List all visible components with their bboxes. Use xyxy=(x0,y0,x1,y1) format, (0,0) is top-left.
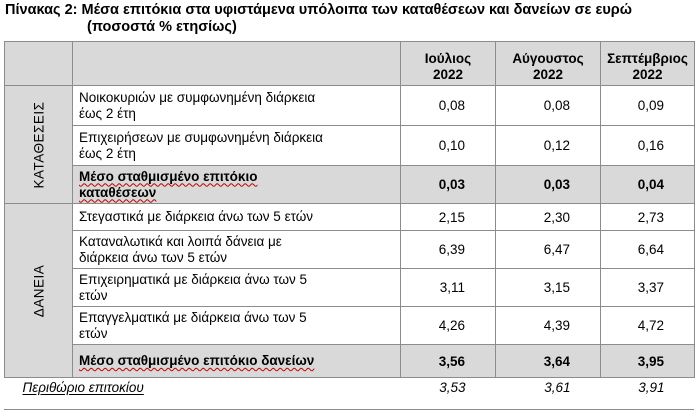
margin-value: 3,53 xyxy=(439,380,466,395)
cell-value: 0,16 xyxy=(601,126,695,166)
header-col-2: Αύγουστος 2022 xyxy=(496,42,601,86)
table-row xyxy=(5,307,695,345)
cell-value: 6,64 xyxy=(601,231,695,269)
cell-value: 6,39 xyxy=(401,231,496,269)
title-line-2: (ποσοστά % ετησίως) xyxy=(87,19,237,35)
interest-rates-table xyxy=(4,41,695,397)
table-row xyxy=(5,204,695,231)
table-row xyxy=(5,86,695,126)
loans-average-row xyxy=(5,345,695,378)
margin-label: Περιθώριο επιτοκίου xyxy=(22,380,144,395)
margin-value: 3,61 xyxy=(544,380,571,395)
cell-value: 2,15 xyxy=(401,204,496,231)
title-line-1: Πίνακας 2: Μέσα επιτόκια στα υφιστάμενα υπόλοιπα των καταθέσεων και δανείων σε ευρώ xyxy=(5,2,633,18)
row-label: Νοικοκυριών με συμφωνημένη διάρκεια έως 2 έτη xyxy=(73,86,401,126)
cell-value: 4,72 xyxy=(601,307,695,345)
cell-value: 2,73 xyxy=(601,204,695,231)
header-blank-1 xyxy=(5,42,73,86)
cell-value: 6,47 xyxy=(496,231,601,269)
cell-value: 0,08 xyxy=(401,86,496,126)
cell-value: 3,95 xyxy=(601,345,695,378)
deposits-group-label: ΚΑΤΑΘΕΣΕΙΣ xyxy=(5,86,73,204)
margin-value: 3,91 xyxy=(638,380,665,395)
cell-value: 0,10 xyxy=(401,126,496,166)
margin-row xyxy=(5,378,695,398)
cell-value: 3,56 xyxy=(401,345,496,378)
header-blank-2 xyxy=(73,42,401,86)
cell-value: 0,12 xyxy=(496,126,601,166)
header-row xyxy=(5,42,695,86)
cell-value: 0,08 xyxy=(496,86,601,126)
cell-value: 3,11 xyxy=(401,269,496,307)
header-col-1: Ιούλιος 2022 xyxy=(401,42,496,86)
cell-value: 3,37 xyxy=(601,269,695,307)
cell-value: 0,03 xyxy=(401,166,496,204)
loans-group-label: ΔΑΝΕΙΑ xyxy=(5,204,73,378)
row-label: Επαγγελματικά με διάρκεια άνω των 5 ετών xyxy=(73,307,401,345)
cell-value: 3,64 xyxy=(496,345,601,378)
row-label: Μέσο σταθμισμένο επιτόκιο δανείων xyxy=(73,345,401,378)
cell-value: 2,30 xyxy=(496,204,601,231)
table-row xyxy=(5,269,695,307)
bottom-rule xyxy=(4,409,694,410)
row-label: Στεγαστικά με διάρκεια άνω των 5 ετών xyxy=(73,204,401,231)
cell-value: 0,03 xyxy=(496,166,601,204)
table-title xyxy=(5,2,695,36)
cell-value: 4,26 xyxy=(401,307,496,345)
row-label: Επιχειρήσεων με συμφωνημένη διάρκεια έως 2 έτη xyxy=(73,126,401,166)
cell-value: 4,39 xyxy=(496,307,601,345)
deposits-average-row xyxy=(5,166,695,204)
table-row xyxy=(5,231,695,269)
cell-value: 0,04 xyxy=(601,166,695,204)
row-label: Επιχειρηματικά με διάρκεια άνω των 5 ετών xyxy=(73,269,401,307)
cell-value: 3,15 xyxy=(496,269,601,307)
cell-value: 0,09 xyxy=(601,86,695,126)
header-col-3: Σεπτέμβριος 2022 xyxy=(601,42,695,86)
table-row xyxy=(5,126,695,166)
row-label: Μέσο σταθμισμένο επιτόκιο καταθέσεων xyxy=(73,166,401,204)
row-label: Καταναλωτικά και λοιπά δάνεια με διάρκεια άνω των 5 ετών xyxy=(73,231,401,269)
